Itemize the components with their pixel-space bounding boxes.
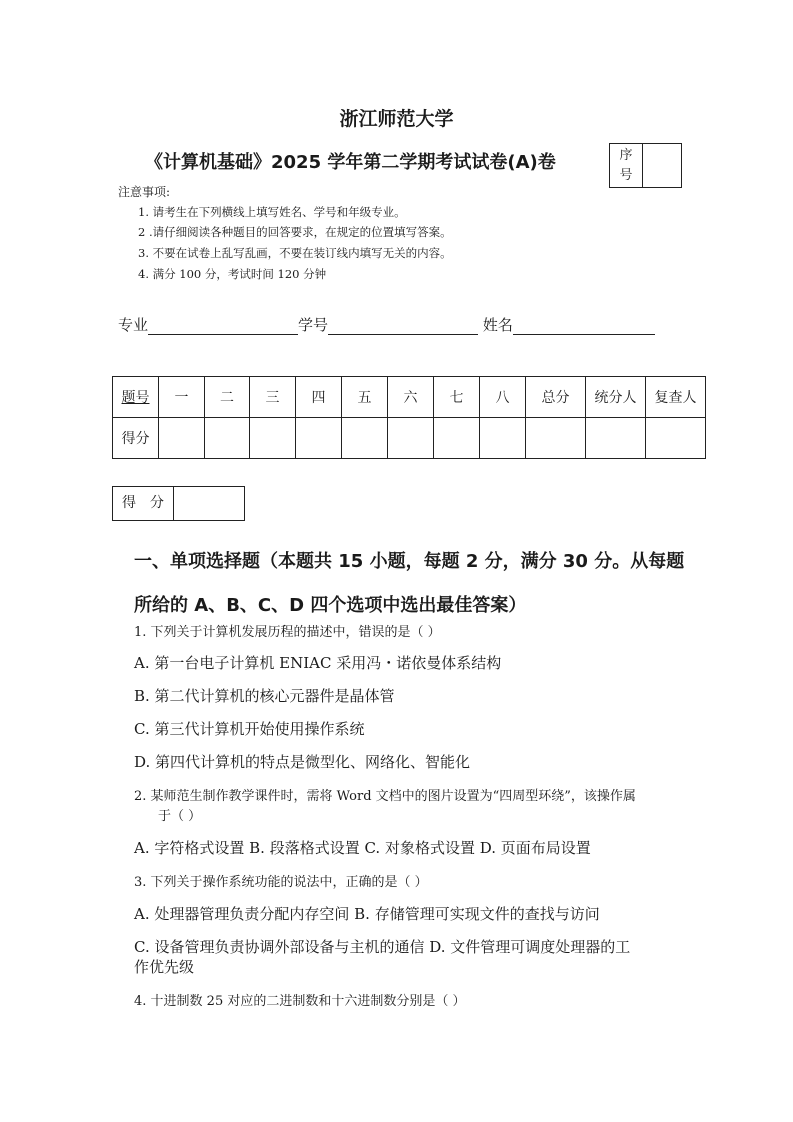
question-1-option-a: A. 第一台电子计算机 ENIAC 采用冯・诺依曼体系结构	[134, 654, 502, 672]
note-item: 2 .请仔细阅读各种题目的回答要求，在规定的位置填写答案。	[138, 225, 452, 239]
question-1-option-c: C. 第三代计算机开始使用操作系统	[134, 720, 365, 738]
score-table-header-row	[113, 377, 706, 418]
score-cell[interactable]	[296, 418, 342, 459]
notes-heading: 注意事项:	[118, 185, 171, 199]
score-cell[interactable]	[159, 418, 205, 459]
scorer-header: 统分人	[586, 377, 646, 418]
note-item: 1. 请考生在下列横线上填写姓名、学号和年级专业。	[138, 205, 406, 219]
section-title: 一、单项选择题（本题共 15 小题，每题 2 分，满分 30 分。从每题所给的 A、B、C、D 四个选项中选出最佳答案）	[134, 551, 685, 616]
score-table-score-row	[113, 418, 706, 459]
note-item: 4. 满分 100 分，考试时间 120 分钟	[138, 267, 327, 281]
column-header: 一	[159, 377, 205, 418]
question-3-options-cd: C. 设备管理负责协调外部设备与主机的通信 D. 文件管理可调度处理器的工	[134, 938, 631, 956]
serial-number-box	[609, 143, 682, 188]
name-label: 姓名	[482, 316, 513, 334]
student-id-field[interactable]	[328, 317, 478, 335]
section-score-box	[112, 486, 245, 521]
question-3-stem: 3. 下列关于操作系统功能的说法中，正确的是（ ）	[134, 875, 428, 890]
question-3-options-cd-continued: 作优先级	[134, 958, 195, 976]
note-item: 3. 不要在试卷上乱写乱画，不要在装订线内填写无关的内容。	[138, 246, 452, 260]
column-header: 八	[480, 377, 526, 418]
score-cell[interactable]	[342, 418, 388, 459]
column-header: 二	[205, 377, 250, 418]
question-1-option-b: B. 第二代计算机的核心元器件是晶体管	[134, 687, 395, 705]
question-number-header: 题号	[113, 377, 159, 418]
score-cell[interactable]	[480, 418, 526, 459]
score-cell[interactable]	[388, 418, 434, 459]
score-row-label: 得分	[113, 418, 159, 459]
section-score-label: 得 分	[113, 487, 174, 520]
total-score-header: 总分	[526, 377, 586, 418]
major-label: 专业	[118, 316, 149, 334]
column-header: 三	[250, 377, 296, 418]
score-table	[112, 376, 706, 459]
serial-label-char-1: 序	[619, 148, 633, 163]
column-header: 七	[434, 377, 480, 418]
question-2-stem: 2. 某师范生制作教学课件时，需将 Word 文档中的图片设置为“四周型环绕”，该操作属	[134, 789, 636, 804]
question-1-option-d: D. 第四代计算机的特点是微型化、网络化、智能化	[134, 753, 471, 771]
question-4-stem: 4. 十进制数 25 对应的二进制数和十六进制数分别是（ ）	[134, 994, 466, 1009]
question-2-stem-continued: 于（ ）	[158, 809, 202, 824]
reviewer-header: 复查人	[646, 377, 706, 418]
student-info-line	[118, 314, 655, 335]
score-cell[interactable]	[526, 418, 586, 459]
score-cell[interactable]	[646, 418, 706, 459]
school-name: 浙江师范大学	[339, 108, 454, 130]
score-cell[interactable]	[205, 418, 250, 459]
question-2-options: A. 字符格式设置 B. 段落格式设置 C. 对象格式设置 D. 页面布局设置	[134, 839, 591, 857]
question-1-stem: 1. 下列关于计算机发展历程的描述中，错误的是（ ）	[134, 625, 441, 640]
column-header: 六	[388, 377, 434, 418]
column-header: 四	[296, 377, 342, 418]
score-cell[interactable]	[434, 418, 480, 459]
score-cell[interactable]	[586, 418, 646, 459]
column-header: 五	[342, 377, 388, 418]
score-cell[interactable]	[250, 418, 296, 459]
student-id-label: 学号	[298, 316, 329, 334]
exam-title: 《计算机基础》2025 学年第二学期考试试卷(A)卷	[145, 152, 556, 173]
serial-label-char-2: 号	[619, 168, 633, 183]
name-field[interactable]	[513, 317, 655, 335]
major-field[interactable]	[148, 317, 298, 335]
question-3-options-ab: A. 处理器管理负责分配内存空间 B. 存储管理可实现文件的查找与访问	[134, 905, 600, 923]
serial-label	[610, 144, 643, 187]
